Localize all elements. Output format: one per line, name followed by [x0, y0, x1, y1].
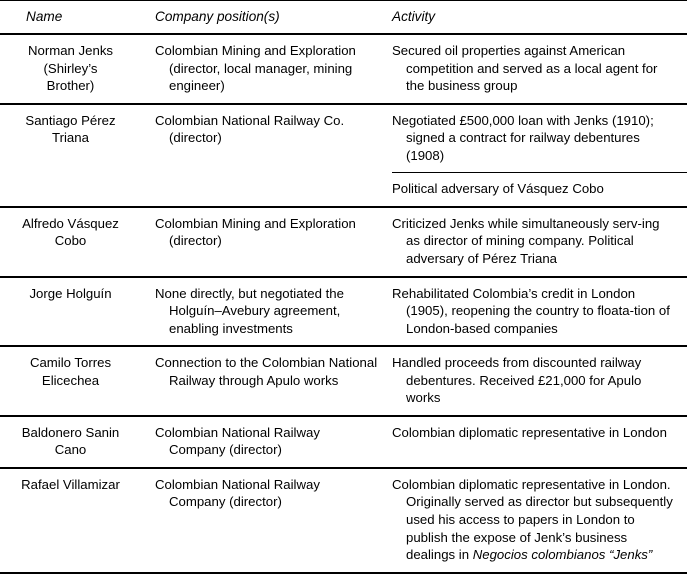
cell-position: Colombian Mining and Exploration (director)	[155, 207, 392, 277]
cell-position: Connection to the Colombian National Railway through Apulo works	[155, 346, 392, 416]
cell-position-empty	[155, 173, 392, 207]
cell-activity-extra: Political adversary of Vásquez Cobo	[392, 173, 687, 207]
name-line: Cobo	[54, 233, 87, 249]
column-header-name: Name	[0, 1, 155, 35]
name-line: Rafael Villamizar	[21, 476, 120, 492]
name-line: (Shirley’s	[43, 60, 98, 76]
name-line: Santiago Pérez	[25, 112, 116, 128]
name-line: Elicechea	[41, 372, 100, 388]
cell-activity: Rehabilitated Colombia’s credit in London (1905), reopening the country to floata-tion of London-based companies	[392, 277, 687, 347]
cell-name	[0, 277, 155, 347]
name-line: Alfredo Vásquez	[22, 215, 119, 231]
cell-position: Colombian Mining and Exploration (director, local manager, mining engineer)	[155, 34, 392, 104]
name-line: Camilo Torres	[29, 355, 112, 371]
name-line: Triana	[52, 130, 89, 146]
cell-activity: Handled proceeds from discounted railway debentures. Received £21,000 for Apulo works	[392, 346, 687, 416]
cell-activity: Colombian diplomatic representative in London	[392, 416, 687, 468]
column-header-activity: Activity	[392, 1, 687, 35]
cell-activity: Negotiated £500,000 loan with Jenks (1910); signed a contract for railway debentures (1908)	[392, 104, 687, 173]
cell-activity	[392, 468, 687, 573]
table-header-row	[0, 1, 687, 35]
table-row	[0, 34, 687, 104]
cell-position: None directly, but negotiated the Holguín–Avebury agreement, enabling investments	[155, 277, 392, 347]
cell-name	[0, 468, 155, 573]
name-line: Cano	[54, 442, 87, 458]
table-row	[0, 104, 687, 173]
table-header	[0, 1, 687, 35]
name-line: Brother)	[46, 78, 95, 94]
name-line: Jorge Holguín	[29, 285, 112, 301]
cell-position: Colombian National Railway Company (director)	[155, 468, 392, 573]
cell-activity: Criticized Jenks while simultaneously serv-ing as director of mining company. Political adversary of Pérez Triana	[392, 207, 687, 277]
cell-name-empty	[0, 173, 155, 207]
column-header-position: Company position(s)	[155, 1, 392, 35]
table-row	[0, 468, 687, 573]
table-row	[0, 277, 687, 347]
table-subrow	[0, 173, 687, 207]
table-body	[0, 34, 687, 573]
cell-name	[0, 104, 155, 173]
cell-name	[0, 207, 155, 277]
cell-name	[0, 346, 155, 416]
table-row	[0, 416, 687, 468]
name-line: Baldonero Sanin	[21, 424, 120, 440]
activity-italic-title: Negocios colombianos “Jenks”	[472, 547, 653, 563]
cell-name	[0, 34, 155, 104]
cell-activity: Secured oil properties against American competition and served as a local agent for the business group	[392, 34, 687, 104]
table-row	[0, 207, 687, 277]
table-row	[0, 346, 687, 416]
cell-position: Colombian National Railway Co. (director)	[155, 104, 392, 173]
cell-name	[0, 416, 155, 468]
cell-position: Colombian National Railway Company (director)	[155, 416, 392, 468]
activity-text: Colombian diplomatic representative in London. Originally served as director but subsequently used his access to papers in London to publish the expose of Jenk’s business dealings in	[392, 476, 673, 563]
name-line: Norman Jenks	[27, 43, 114, 59]
